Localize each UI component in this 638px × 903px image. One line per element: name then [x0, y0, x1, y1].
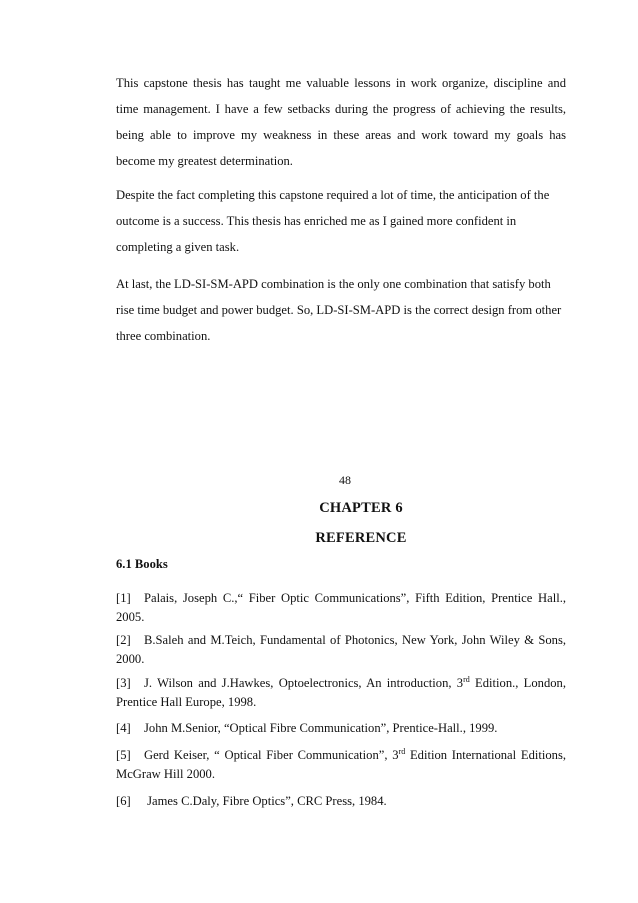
reference-item	[116, 719, 566, 738]
reference-text-start: Gerd Keiser, “ Optical Fiber Communication”, 3	[144, 748, 399, 762]
reference-text-end: Edition., London, Prentice Hall Europe, 1998.	[116, 676, 566, 709]
reference-item	[116, 746, 566, 784]
reference-item	[116, 674, 566, 712]
reference-number: [6]	[116, 794, 131, 808]
reference-text: John M.Senior, “Optical Fibre Communication”, Prentice-Hall., 1999.	[144, 721, 498, 735]
reference-number: [3]	[116, 676, 131, 690]
reference-text: Palais, Joseph C.,“ Fiber Optic Communications”, Fifth Edition, Prentice Hall., 2005.	[116, 591, 566, 624]
section-title: 6.1 Books	[116, 557, 168, 571]
paragraph-conclusion: At last, the LD-SI-SM-APD combination is the only one combination that satisfy both rise time budget and power budget. So, LD-SI-SM-APD is the correct design from other three combination.	[116, 277, 562, 343]
reference-item	[116, 589, 566, 627]
page-number: 48	[339, 473, 351, 487]
reference-superscript: rd	[398, 746, 406, 756]
reference-number: [4]	[116, 721, 131, 735]
chapter-title: REFERENCE	[315, 530, 407, 546]
reference-superscript: rd	[463, 674, 470, 684]
paragraph-anticipation: Despite the fact completing this capstone required a lot of time, the anticipation of the outcome is a success. This thesis has enriched me as I gained more confident in completing a given task.	[116, 188, 550, 254]
reference-item	[116, 631, 566, 669]
reference-text: B.Saleh and M.Teich, Fundamental of Photonics, New York, John Wiley & Sons, 2000.	[116, 633, 566, 666]
reference-text: James C.Daly, Fibre Optics”, CRC Press, 1984.	[144, 794, 387, 808]
reference-text-start: J. Wilson and J.Hawkes, Optoelectronics, An introduction, 3	[144, 676, 464, 690]
paragraph-lessons: This capstone thesis has taught me valuable lessons in work organize, discipline and time management. I have a few setbacks during the progress of achieving the results, being able to improve my weakness in these areas and work toward my goals has become my greatest determination.	[116, 76, 566, 168]
reference-number: [1]	[116, 591, 131, 605]
reference-item	[116, 792, 566, 811]
reference-number: [2]	[116, 633, 131, 647]
reference-text-end: Edition International Editions, McGraw Hill 2000.	[116, 748, 567, 781]
reference-number: [5]	[116, 748, 131, 762]
chapter-heading: CHAPTER 6	[319, 500, 403, 516]
